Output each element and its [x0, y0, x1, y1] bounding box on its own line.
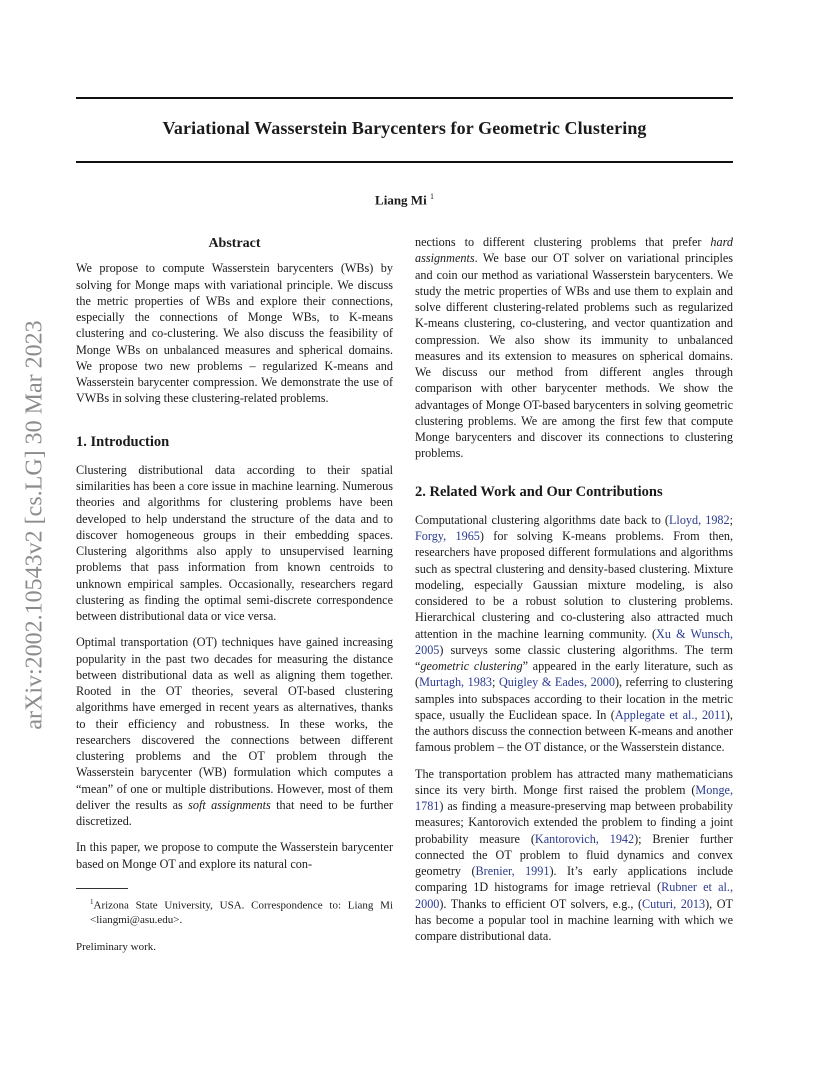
related-work-heading: 2. Related Work and Our Contributions [415, 483, 663, 500]
arxiv-sidebar [20, 290, 50, 760]
abstract-text: We propose to compute Wasserstein barycenters (WBs) by solving for Monge maps with variational principle. We discuss the metric properties of WBs and explore their connections, especially the connections of Monge WBs, to K-means clustering and co-clustering. We also discuss the feasibility of Monge WBs on unbalanced measures and spherical domains. We propose two new problems – regularized K-means and Wasserstein barycenter compression. We demonstrate the use of VWBs in solving these clustering-related problems. [76, 261, 393, 406]
preliminary-note: Preliminary work. [76, 941, 157, 954]
citation-link[interactable]: Kantorovich, 1942 [534, 831, 635, 846]
author-line [76, 192, 733, 208]
footnote [76, 895, 393, 929]
citation-link[interactable]: Monge, 1781 [415, 782, 733, 813]
right-column [415, 234, 733, 944]
arxiv-id: arXiv:2002.10543v2 [cs.LG] 30 Mar 2023 [21, 320, 48, 730]
abstract-heading: Abstract [208, 236, 261, 251]
footnote-rule [76, 888, 128, 889]
citation-link[interactable]: Lloyd, 1982 [668, 512, 730, 527]
left-column [76, 236, 393, 955]
citation-link[interactable]: Rubner et al., 2000 [415, 880, 733, 911]
intro-paragraph-2: Optimal transportation (OT) techniques have gained increasing popularity in the past two decades for measuring the distance between distributional data as well as aligning them together. Rooted in the OT theories, several OT-based clustering algorithms have emerged in recent years as alternatives, thanks to their efficiency and robustness. In these works, the researchers discovered the connections between different clustering problems and the OT problem through the Wasserstein barycenter (WB) formulation which computes a “mean” of one or multiple distributions. However, most of them deliver the results as soft assignments that need to be further discretized. [76, 635, 393, 828]
geometric-clustering-emphasis: geometric clustering [420, 659, 523, 673]
paper-title: Variational Wasserstein Barycenters for Geometric Clustering [162, 118, 647, 138]
author-name: Liang Mi [375, 192, 427, 208]
top-rule [76, 97, 733, 99]
citation-link[interactable]: Xu & Wunsch, 2005 [415, 626, 734, 657]
related-paragraph-2: The transportation problem has attracted many mathematicians since its very birth. Monge first raised the problem (Monge, 1781) as finding a measure-preserving map between probability measures; Kantorovich extended the problem to finding a joint probability measure (Kantorovich, 1942); Brenier further connected the OT problem to fluid dynamics and convex geometry (Brenier, 1991). It’s early applications include comparing 1D histograms for image retrieval (Rubner et al., 2000). Thanks to efficient OT solvers, e.g., (Cuturi, 2013), OT has become a popular tool in machine learning with which we compare distributional data. [415, 766, 734, 943]
footnote-mark: 1 [90, 897, 94, 906]
hard-assignments-emphasis: hard assignments [415, 235, 733, 266]
intro-continuation: nections to different clustering problems that prefer hard assignments. We base our OT solver on variational principles and coin our method as variational Wasserstein barycenters. We study the metric properties of WBs and use them to explain and solve different clustering-related problems such as regularized K-means clustering, co-clustering, and vector quantization and compression. We also show its immunity to unbalanced measures and its extension to measures on spherical domains. We discuss our method from different angles through comparison with other barycenter methods. We show the advantages of Monge OT-based barycenters in solving geometric clustering problems. We are among the first few that compute Monge barycenters and discover its connections to clustering problems. [415, 235, 733, 461]
citation-link[interactable]: Applegate et al., 2011 [614, 707, 726, 722]
citation-link[interactable]: Murtagh, 1983 [419, 675, 493, 690]
citation-link[interactable]: Brenier, 1991 [475, 864, 550, 878]
author-affil-mark: 1 [429, 192, 434, 201]
soft-assignments-emphasis: soft assignments [188, 797, 271, 812]
related-paragraph-1: Computational clustering algorithms date back to (Lloyd, 1982; Forgy, 1965) for solving K-means problems. From then, researchers have proposed different formulations and algorithms such as spectral clustering and density-based clustering. Mixture modeling, especially Gaussian mixture modeling, is also considered to be a robust solution to clustering problems. Hierarchical clustering and co-clustering also attracted much attention in the machine learning community. (Xu & Wunsch, 2005) surveys some classic clustering algorithms. The term “geometric clustering” appeared in the early literature, such as (Murtagh, 1983; Quigley & Eades, 2000), referring to clustering samples into subspaces according to their location in the metric space, usually the Euclidean space. In (Applegate et al., 2011), the authors discuss the connection between K-means and another famous problem – the OT distance, or the Wasserstein distance. [415, 512, 734, 755]
title-bottom-rule [76, 161, 733, 163]
intro-heading: 1. Introduction [76, 433, 170, 450]
citation-link[interactable]: Cuturi, 2013 [642, 896, 706, 911]
footnote-text: Arizona State University, USA. Correspondence to: Liang Mi <liangmi@asu.edu>. [90, 899, 393, 927]
citation-link[interactable]: Quigley & Eades, 2000 [499, 675, 615, 690]
intro-paragraph-1: Clustering distributional data according to their spatial similarities has been a core issue in machine learning. Numerous theories and algorithms for clustering problems have been developed to help understand the structure of the data and to discover homogeneous groups in their embedding spaces. Clustering algorithms also apply to unsupervised learning problems that pass information from known centroids to unknown empirical samples. Occasionally, researchers regard clustering as finding the optimal semi-discrete correspondence between distributional data or vice versa. [76, 462, 393, 623]
intro-paragraph-3: In this paper, we propose to compute the Wasserstein barycenter based on Monge OT and explore its natural con- [76, 840, 393, 871]
citation-link[interactable]: Forgy, 1965 [415, 529, 480, 543]
